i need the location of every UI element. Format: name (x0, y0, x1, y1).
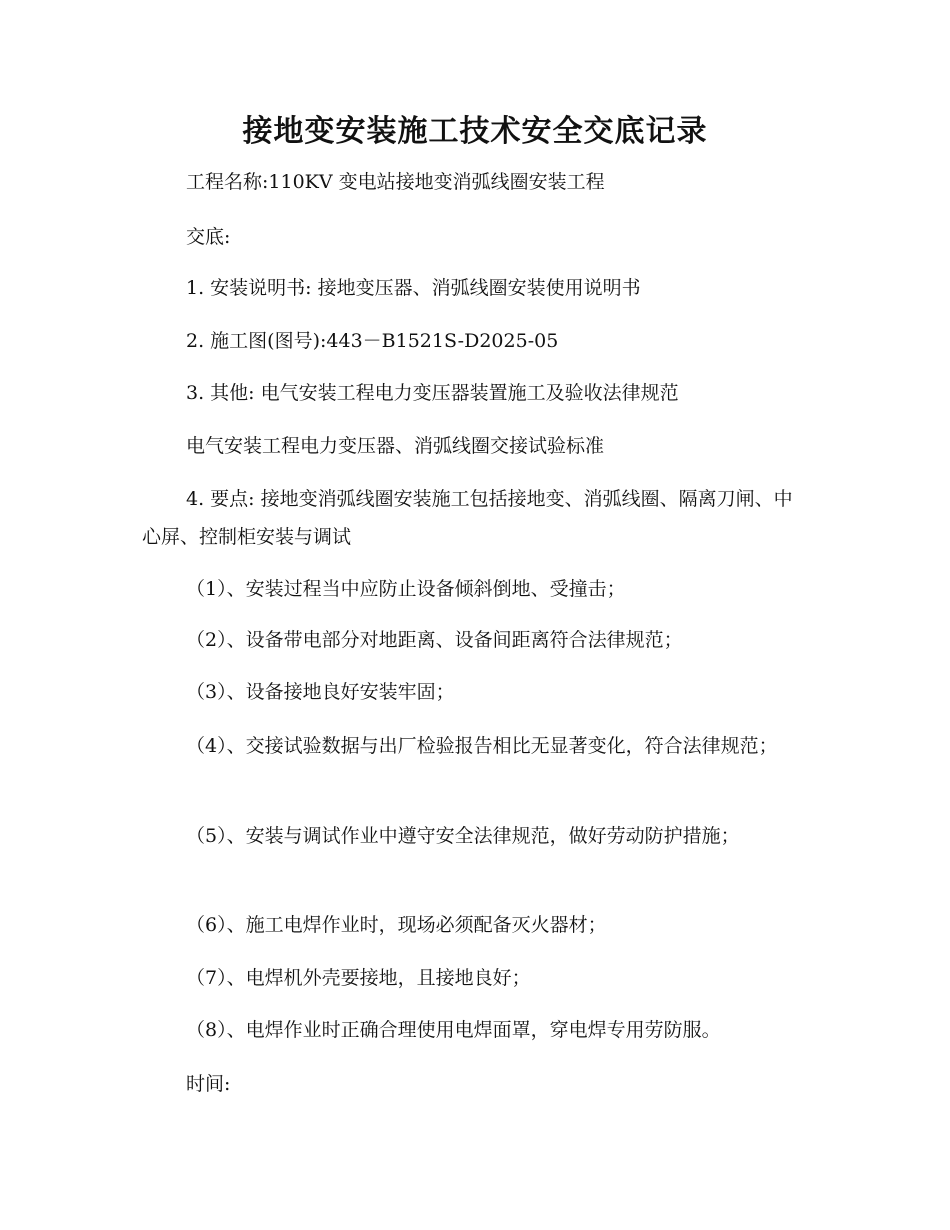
point-8: （8）、电焊作业时正确合理使用电焊面罩，穿电焊专用劳防服。 (186, 1019, 721, 1041)
point-5: （5）、安装与调试作业中遵守安全法律规范，做好劳动防护措施； (186, 825, 740, 847)
time-label: 时间: (186, 1073, 231, 1095)
point-6: （6）、施工电焊作业时，现场必须配备灭火器材； (186, 914, 607, 936)
document-title: 接地变安装施工技术安全交底记录 (242, 114, 708, 149)
disclosure-label: 交底: (186, 226, 231, 248)
point-7: （7）、电焊机外壳要接地，且接地良好； (186, 967, 531, 989)
point-2: （2）、设备带电部分对地距离、设备间距离符合法律规范； (186, 629, 683, 651)
item-installation-manual: 1. 安装说明书: 接地变压器、消弧线圈安装使用说明书 (186, 277, 641, 299)
point-4: （4）、交接试验数据与出厂检验报告相比无显著变化，符合法律规范； (186, 735, 778, 757)
project-name-line: 工程名称:110KV 变电站接地变消弧线圈安装工程 (186, 171, 605, 193)
point-1: （1）、安装过程当中应防止设备倾斜倒地、受撞击； (186, 578, 626, 600)
item-key-points: 4. 要点: 接地变消弧线圈安装施工包括接地变、消弧线圈、隔离刀闸、中心屏、控制柜安装与调试 (142, 488, 793, 548)
point-3: （3）、设备接地良好安装牢固； (186, 681, 455, 703)
item-construction-drawing: 2. 施工图(图号):443－B1521S-D2025-05 (186, 330, 559, 352)
item-other-standards-continued: 电气安装工程电力变压器、消弧线圈交接试验标准 (186, 435, 605, 457)
item-other-standards: 3. 其他: 电气安装工程电力变压器装置施工及验收法律规范 (186, 382, 679, 404)
